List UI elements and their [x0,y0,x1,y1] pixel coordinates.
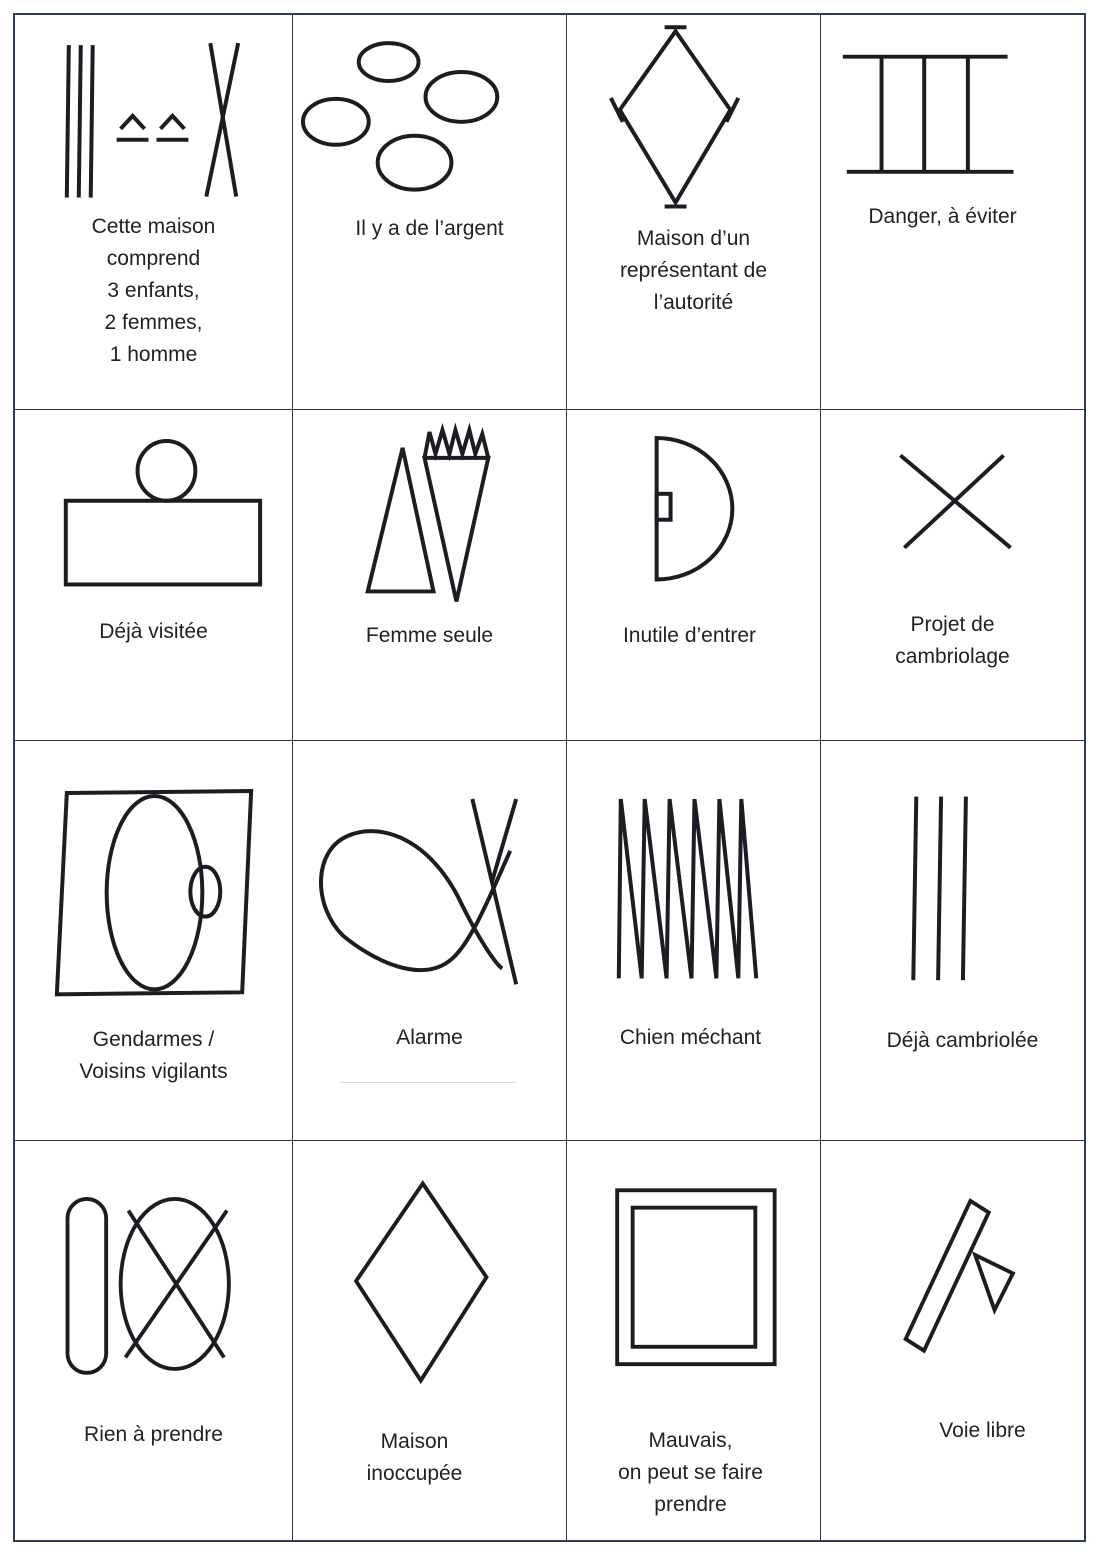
card-label: Inutile d’entrer [622,624,757,647]
card-empty [293,1141,567,1540]
card-clear [821,1141,1084,1540]
crossed-diamond-symbol [567,15,820,409]
card-visited [15,410,293,741]
card-burgled [821,741,1084,1141]
card-label: Femme seule [365,624,494,647]
two-triangles-symbol [293,410,566,740]
card-label: Déjà cambriolée [886,1029,1039,1052]
card-label: Maison inoccupée [366,1430,463,1485]
card-label: Il y a de l’argent [355,217,504,240]
card-label: Danger, à éviter [868,205,1017,228]
card-police [15,741,293,1141]
card-household [15,15,293,410]
card-label: Voie libre [939,1419,1026,1442]
card-label: Chien méchant [619,1026,762,1049]
four-ovals-symbol [293,15,566,409]
card-label: Mauvais, on peut se faire prendre [618,1429,763,1516]
underline-rule [340,1082,516,1083]
card-label: Rien à prendre [84,1423,223,1446]
card-alarm [293,741,567,1141]
card-authority [567,15,821,410]
card-label: Maison d’un représentant de l’autorité [619,227,768,314]
card-danger [821,15,1084,410]
card-label: Alarme [396,1026,463,1049]
half-circle-symbol [567,410,820,740]
card-label: Gendarmes / Voisins vigilants [79,1028,228,1083]
symbols-grid [13,13,1086,1542]
card-label: Cette maison comprend 3 enfants, 2 femmes, 1 homme [91,215,216,366]
loop-with-y-symbol [293,741,566,1140]
card-label: Projet de cambriolage [895,613,1010,668]
card-nothing [15,1141,293,1540]
x-cross-symbol [821,410,1084,740]
three-vertical-lines-symbol [821,741,1084,1140]
card-burglary-plan [821,410,1084,741]
card-useless [567,410,821,741]
pill-and-crossed-oval-symbol [15,1141,292,1540]
card-money [293,15,567,410]
card-dog [567,741,821,1141]
zigzag-symbol [567,741,820,1140]
card-label: Déjà visitée [99,620,208,643]
card-bad [567,1141,821,1540]
card-woman-alone [293,410,567,741]
bar-with-triangle-symbol [821,1141,1084,1540]
circle-on-rectangle-symbol [15,410,292,740]
